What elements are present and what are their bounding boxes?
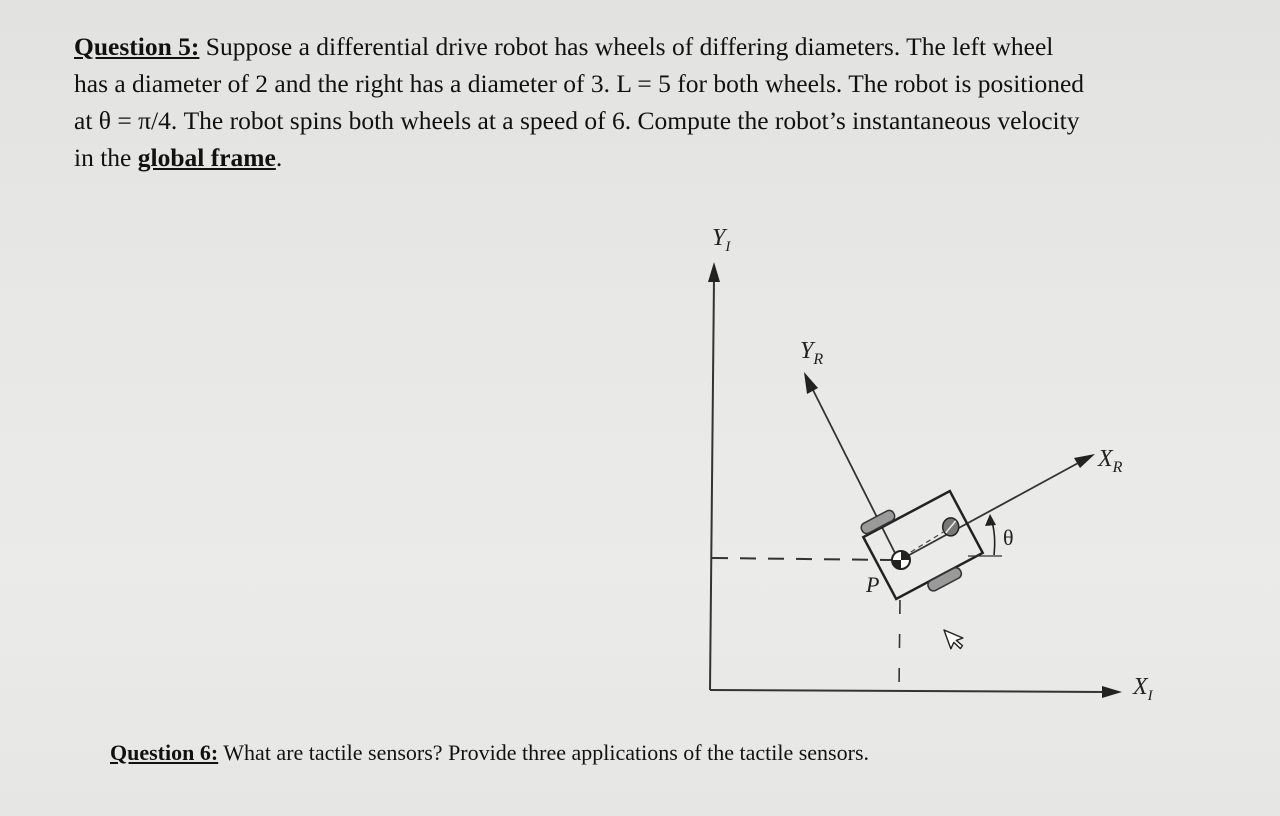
inertial-y-axis xyxy=(710,278,714,690)
inertial-x-arrowhead xyxy=(1102,686,1122,698)
question-5-text-4-prefix: in the xyxy=(74,143,138,172)
question-5-text-1: Suppose a differential drive robot has wheels of differing diameters. The left wheel xyxy=(199,32,1054,61)
inertial-x-label: $X_I$ xyxy=(1133,674,1153,704)
point-p-marker xyxy=(892,551,910,569)
inertial-x-axis xyxy=(710,690,1104,692)
question-5-line-3: at θ = π/4. The robot spins both wheels at a speed of 6. Compute the robot’s instantaneous velocity xyxy=(74,106,1080,135)
robot-x-axis xyxy=(900,462,1080,560)
robot-wheel-bottom xyxy=(926,566,963,593)
mouse-cursor-icon xyxy=(944,625,966,652)
question-5-label: Question 5: xyxy=(74,32,200,61)
question-5-text-4-suffix: . xyxy=(275,143,283,172)
robot-x-label: $X_R$ xyxy=(1098,446,1123,476)
question-6-text: What are tactile sensors? Provide three applications of the tactile sensors. xyxy=(218,740,870,765)
global-frame-emphasis: global frame xyxy=(137,143,276,172)
inertial-y-label: $Y_I$ xyxy=(712,225,731,255)
robot-y-arrowhead xyxy=(804,372,818,394)
theta-angle-arc xyxy=(992,522,995,555)
robot-wheel-top xyxy=(859,509,896,536)
robot-y-axis xyxy=(812,388,896,555)
caster-wheel xyxy=(943,518,959,536)
question-6-label: Question 6: xyxy=(110,740,219,765)
vertical-dashed-projection xyxy=(899,600,900,690)
robot-y-label: $Y_R$ xyxy=(800,338,824,368)
question-5-line-2: has a diameter of 2 and the right has a diameter of 3. L = 5 for both wheels. The robot is positioned xyxy=(74,69,1085,98)
theta-label: θ xyxy=(1003,525,1014,550)
point-p-label: P xyxy=(866,572,880,597)
inertial-y-arrowhead xyxy=(708,262,720,282)
robot-x-arrowhead xyxy=(1074,454,1095,468)
theta-angle-arrowhead xyxy=(985,514,996,526)
horizontal-dashed-projection xyxy=(712,558,895,560)
question-6 xyxy=(110,740,869,766)
